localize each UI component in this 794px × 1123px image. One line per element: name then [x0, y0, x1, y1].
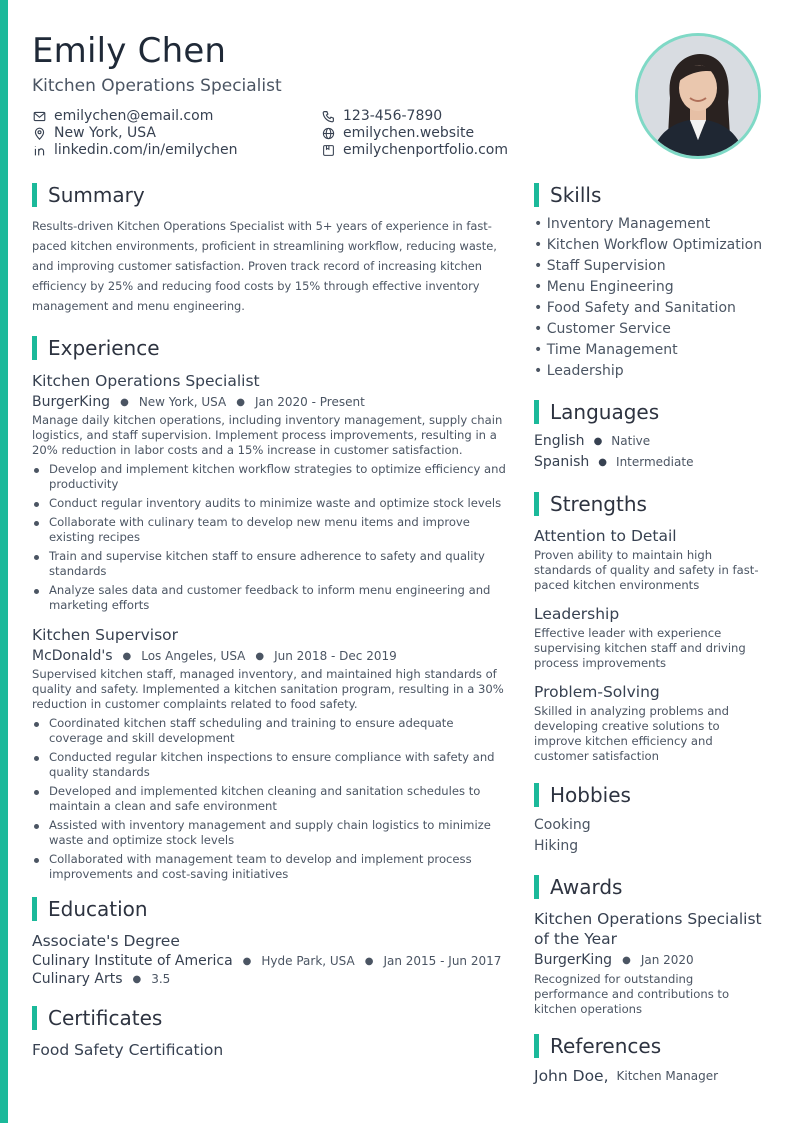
- job-entry: [32, 625, 508, 882]
- strength-entry: [534, 682, 770, 764]
- section-title: Hobbies: [550, 783, 631, 807]
- location-text: New York, USA: [54, 125, 156, 141]
- section-accent: [534, 492, 539, 516]
- globe-icon: [321, 126, 336, 141]
- list-item: Conducted regular kitchen inspections to ensure compliance with safety and quality standards: [32, 750, 508, 780]
- strength-description: Effective leader with experience supervising kitchen staff and driving process improvements: [534, 626, 746, 670]
- section-accent: [534, 183, 539, 207]
- website-text: emilychen.website: [343, 125, 475, 141]
- skill-item: • Food Safety and Sanitation: [534, 300, 736, 316]
- separator-dot: ●: [120, 396, 129, 408]
- section-title: Education: [48, 897, 148, 921]
- job-bullets: [32, 716, 508, 882]
- section-accent: [534, 400, 539, 424]
- language-level: Native: [611, 434, 651, 448]
- phone-text: 123-456-7890: [343, 108, 443, 124]
- list-item: Developed and implemented kitchen cleaning and sanitation schedules to maintain a clean and safe environment: [32, 784, 508, 814]
- skills-heading: [534, 182, 770, 208]
- separator-dot: ●: [598, 457, 608, 468]
- skill-label: Time Management: [546, 342, 678, 358]
- section-title: Awards: [550, 875, 623, 899]
- phone-icon: [321, 109, 336, 124]
- field-of-study: Culinary Arts: [32, 971, 123, 987]
- gpa: 3.5: [151, 972, 171, 986]
- section-accent: [32, 336, 37, 360]
- strength-title: Problem-Solving: [534, 683, 660, 701]
- job-location: Los Angeles, USA: [141, 649, 246, 663]
- certificate-item: Food Safety Certification: [32, 1041, 224, 1059]
- section-title: Skills: [550, 183, 602, 207]
- separator-dot: ●: [593, 436, 603, 447]
- separator-dot: ●: [236, 396, 245, 408]
- list-item: Conduct regular inventory audits to minimize waste and optimize stock levels: [32, 496, 508, 511]
- summary-text: Results-driven Kitchen Operations Specialist with 5+ years of experience in fast-paced kitchen environments, proficient in streamlining workflow, reducing waste, and improving customer satisfaction. Proven track record of increasing kitchen efficiency by 25% and reducing food costs by 15% through effective inventory management and menu engineering.: [32, 219, 497, 313]
- strength-entry: [534, 604, 770, 671]
- section-accent: [534, 783, 539, 807]
- job-title: Kitchen Supervisor: [32, 626, 179, 644]
- award-entry: [534, 909, 770, 1017]
- hobbies-list: [534, 815, 770, 857]
- job-description: Manage daily kitchen operations, including inventory management, supply chain logistics, and staff supervision. Implement process improvements, resulting in a 20% reduction in labor costs and a 15% increase in customer satisfaction.: [32, 413, 503, 457]
- section-accent: [534, 1034, 539, 1058]
- list-item: Train and supervise kitchen staff to ensure adherence to safety and quality standards: [32, 549, 508, 579]
- language-level: Intermediate: [616, 455, 694, 469]
- accent-bar: [0, 0, 8, 1123]
- strength-description: Proven ability to maintain high standards of quality and safety in fast-paced kitchen environments: [534, 548, 759, 592]
- skill-item: • Inventory Management: [534, 216, 711, 232]
- degree: Associate's Degree: [32, 932, 180, 950]
- skill-item: • Kitchen Workflow Optimization: [534, 237, 763, 253]
- separator-dot: ●: [242, 955, 252, 967]
- contact-email[interactable]: [32, 108, 213, 125]
- skill-label: Food Safety and Sanitation: [546, 300, 736, 316]
- awards-heading: [534, 874, 770, 900]
- portfolio-text: emilychenportfolio.com: [343, 142, 509, 158]
- email-text: emilychen@email.com: [54, 108, 214, 124]
- job-bullets: [32, 462, 508, 613]
- skill-item: • Staff Supervision: [534, 258, 666, 274]
- list-item: Coordinated kitchen staff scheduling and training to ensure adequate coverage and skill development: [32, 716, 508, 746]
- skill-item: • Time Management: [534, 342, 678, 358]
- certificates-heading: [32, 1005, 508, 1031]
- separator-dot: ●: [364, 955, 374, 967]
- section-title: References: [550, 1034, 662, 1058]
- section-accent: [32, 897, 37, 921]
- languages-heading: [534, 399, 770, 425]
- award-description: Recognized for outstanding performance and contributions to kitchen operations: [534, 972, 730, 1016]
- strength-entry: [534, 526, 770, 593]
- language-name: Spanish: [534, 454, 590, 470]
- hobby-item: Hiking: [534, 838, 579, 854]
- section-accent: [32, 1006, 37, 1030]
- skill-label: Menu Engineering: [546, 279, 674, 295]
- skill-label: Inventory Management: [546, 216, 711, 232]
- candidate-name: Emily Chen: [32, 31, 227, 71]
- school-name: Culinary Institute of America: [32, 953, 233, 969]
- linkedin-text: linkedin.com/in/emilychen: [54, 142, 238, 158]
- strength-title: Attention to Detail: [534, 527, 677, 545]
- separator-dot: ●: [132, 973, 142, 985]
- reference-role: Kitchen Manager: [616, 1069, 719, 1083]
- map-pin-icon: [32, 126, 47, 141]
- job-company: McDonald's: [32, 648, 113, 664]
- language-item: [534, 452, 770, 473]
- contact-phone[interactable]: [321, 108, 442, 125]
- strengths-heading: [534, 491, 770, 517]
- award-date: Jan 2020: [640, 953, 694, 967]
- resume-header: [32, 30, 772, 170]
- summary-heading: [32, 182, 508, 208]
- hobbies-heading: [534, 782, 770, 808]
- job-meta: [32, 394, 508, 410]
- section-accent: [534, 875, 539, 899]
- list-item: Collaborated with management team to develop and implement process improvements and cost-saving initiatives: [32, 852, 508, 882]
- job-meta: [32, 648, 508, 664]
- skill-item: • Customer Service: [534, 321, 671, 337]
- list-item: Develop and implement kitchen workflow strategies to optimize efficiency and productivity: [32, 462, 508, 492]
- left-column: [32, 182, 508, 1060]
- section-title: Certificates: [48, 1006, 163, 1030]
- section-title: Summary: [48, 183, 145, 207]
- skill-label: Kitchen Workflow Optimization: [546, 237, 763, 253]
- profile-photo: [635, 33, 761, 159]
- job-entry: [32, 371, 508, 613]
- education-entry: [32, 931, 508, 987]
- job-title: Kitchen Operations Specialist: [32, 372, 260, 390]
- school-location: Hyde Park, USA: [261, 954, 355, 968]
- job-location: New York, USA: [138, 395, 227, 409]
- strength-title: Leadership: [534, 605, 620, 623]
- skill-label: Leadership: [546, 363, 624, 379]
- strength-description: Skilled in analyzing problems and developing creative solutions to improve kitchen efficiency and customer satisfaction: [534, 704, 730, 763]
- skill-label: Staff Supervision: [546, 258, 666, 274]
- reference-name: John Doe,: [534, 1067, 609, 1085]
- references-heading: [534, 1033, 770, 1059]
- award-title: Kitchen Operations Specialist of the Year: [534, 910, 762, 948]
- separator-dot: ●: [255, 650, 265, 662]
- experience-heading: [32, 335, 508, 361]
- award-meta: [534, 952, 770, 968]
- section-title: Strengths: [550, 492, 647, 516]
- education-dates: Jan 2015 - Jun 2017: [383, 954, 502, 968]
- contact-linkedin[interactable]: [32, 142, 237, 159]
- education-heading: [32, 896, 508, 922]
- language-name: English: [534, 433, 585, 449]
- skill-label: Customer Service: [546, 321, 671, 337]
- candidate-title: Kitchen Operations Specialist: [32, 76, 282, 96]
- language-item: [534, 431, 770, 452]
- job-company: BurgerKing: [32, 394, 111, 410]
- list-item: Assisted with inventory management and supply chain logistics to minimize waste and optimize stock levels: [32, 818, 508, 848]
- envelope-icon: [32, 109, 47, 124]
- job-description: Supervised kitchen staff, managed inventory, and maintained high standards of quality and safety. Implemented a kitchen sanitation program, resulting in a 30% reduction in customer complaints related to food safety.: [32, 667, 504, 711]
- section-accent: [32, 183, 37, 207]
- skills-list: [534, 214, 770, 382]
- education-meta: [32, 953, 508, 969]
- job-dates: Jun 2018 - Dec 2019: [274, 649, 397, 663]
- reference-entry: [534, 1067, 770, 1085]
- list-item: Collaborate with culinary team to develop new menu items and improve existing recipes: [32, 515, 508, 545]
- education-field-meta: [32, 971, 508, 987]
- separator-dot: ●: [622, 954, 631, 966]
- skill-item: • Menu Engineering: [534, 279, 674, 295]
- profile-portrait-icon: [638, 36, 758, 156]
- skill-item: • Leadership: [534, 363, 624, 379]
- separator-dot: ●: [122, 650, 132, 662]
- award-issuer: BurgerKing: [534, 952, 613, 968]
- job-dates: Jan 2020 - Present: [254, 395, 365, 409]
- right-column: [534, 182, 770, 1085]
- contact-website[interactable]: [321, 125, 474, 142]
- linkedin-icon: [32, 143, 47, 158]
- section-title: Languages: [550, 400, 660, 424]
- contact-location: [32, 125, 156, 142]
- languages-list: [534, 431, 770, 473]
- list-item: Analyze sales data and customer feedback to inform menu engineering and marketing efforts: [32, 583, 508, 613]
- section-title: Experience: [48, 336, 160, 360]
- contact-portfolio[interactable]: [321, 142, 508, 159]
- portfolio-icon: [321, 143, 336, 158]
- hobby-item: Cooking: [534, 817, 591, 833]
